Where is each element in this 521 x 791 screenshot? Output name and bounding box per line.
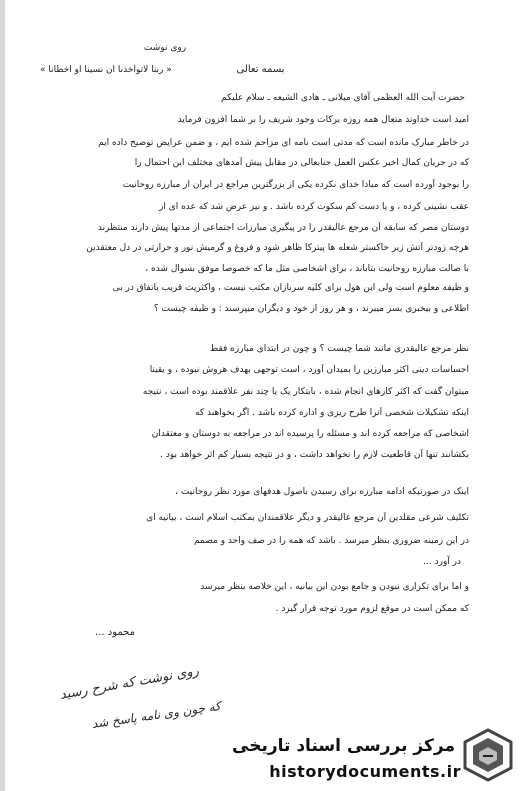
watermark-logo	[232, 724, 515, 786]
paragraph-1-line: اطلاعی و بیخبری بسر میبرند ، و هر روز از خود و دیگران میپرسند : و ظیفه چیست ؟	[153, 304, 469, 314]
paragraph-3-line: در این زمینه ضروری بنظر میرسد . باشد که همه را در صف واحد و مصمم	[194, 536, 469, 546]
scan-edge	[0, 0, 5, 791]
paragraph-1-line: که در جریان کمال اخیر عکس العمل جنابعالی در مقابل پیش آمدهای مختلف این احتمال را	[134, 158, 469, 168]
handwritten-note-line: روی نوشت که شرح رسید	[58, 663, 200, 703]
paragraph-2-line: میتوان گفت که اکثر کارهای انجام شده ، بابتکار یک یا چند نفر علاقمند بوده است ، نتیجه	[142, 387, 469, 397]
top-note: روی نوشت	[143, 43, 187, 53]
paragraph-1-line: عقب نشینی کرده ، و یا دست کم سکوت کرده باشد . و نیز عرض شد که عده ای از	[158, 202, 469, 212]
paragraph-4-line: و اما برای تکراری نبودن و جامع بودن این بیانیه ، این خلاصه بنظر میرسد	[200, 582, 469, 592]
paragraph-3-line: تکلیف شرعی مقلدین آن مرجع عالیقدر و دیگر علاقمندان بمکتب اسلام است ، بیانیه ای	[146, 513, 469, 523]
paragraph-3-line: در آورد ...	[423, 557, 461, 567]
paragraph-1-line: هرچه زودتر آتش زیر خاکستر شعله ها پیترکا ظاهر شود و فروغ و گرمیش نور و حرارتی در دل معتقدین	[86, 243, 469, 253]
paragraph-1-line: و ظیفه معلوم است ولی این هول برای کلیه سربازان مکتب نیست ، واکثریت قریب باتفاق در بی	[112, 283, 469, 293]
handwritten-note-line: که چون وی نامه پاسخ شد	[91, 698, 222, 731]
paragraph-1-line: دوستان مصر که سابقه آن مرجع عالیقدر را در پیگیری مبارزات اجتماعی از مدتها پیش دارند منتظرند	[97, 223, 469, 233]
paragraph-2-line: احساسات دینی اکثر مبارزین را بمیدان آورد ، است توجهی بهدف هروش نبوده ، و یقینا	[149, 365, 469, 375]
watermark-title: مرکز بررسی اسناد تاریخی	[232, 736, 455, 756]
paragraph-1-line: امید است خداوند متعال همه روزه برکات وجود شریف را بر شما افزون فرماید	[177, 115, 469, 125]
verse-visible: « ربنا لاتواخذنا ان نسینا او اخطانا »	[40, 65, 172, 75]
paragraph-2-line: نظر مرجع عالیقدری مانند شما چیست ؟ و چون در ابتدای مبارزه فقط	[209, 344, 469, 354]
paragraph-2-line: اشخاصی که مراجعه کرده اند و مسئله را پرسیده اند در مراجعه به دوستان و معتقدان	[151, 429, 469, 439]
paragraph-1-line: را بوجود آورده است که مبادا خدای نکرده یکی از بزرگترین مراجع در ایران از مبارزه روحانیت	[122, 180, 469, 190]
paragraph-2-line: بکشانند تنها آن قاطعیت لازم را نخواهد داشت ، و در نتیجه بسیار کم اثر خواهد بود .	[160, 450, 469, 460]
paragraph-1-line: با صالت مبارزه روحانیت بتاباند ، برای اشخاصی مثل ما که خصوصا موفق بسوال شده ،	[145, 264, 469, 274]
archive-emblem-icon	[461, 728, 515, 782]
paragraph-2-line: اینکه تشکیلات شخصی آنرا طرح ریزی و اداره کرده باشد . اگر بخواهند که	[195, 408, 469, 418]
paragraph-3-line: اینک در صورتیکه ادامه مبارزه برای رسیدن باصول هدفهای مورد نظر روحانیت ،	[175, 487, 469, 497]
bismillah: بسمه تعالی	[236, 64, 285, 75]
paragraph-1-line: در خاطر مبارک مانده است که مدتی است نامه ای مزاحم شده ایم ، و ضمن عرایض توضیح داده ایم	[98, 138, 469, 148]
signoff: محمود ...	[95, 627, 135, 638]
salutation: حضرت آیت الله العظمی آقای میلانی ـ هادی الشیعه ـ سلام علیکم	[221, 93, 465, 103]
paragraph-4-line: که ممکن است در موقع لزوم مورد توجه قرار گیرد .	[275, 604, 469, 614]
watermark-url: historydocuments.ir	[269, 762, 461, 781]
